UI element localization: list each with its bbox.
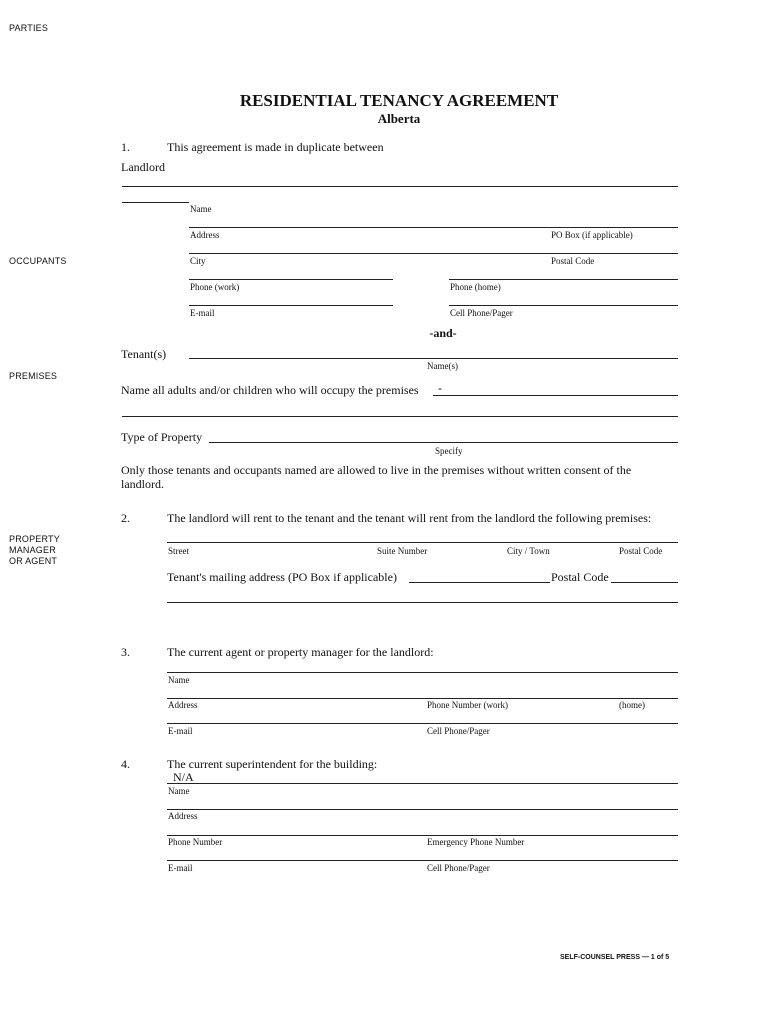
superintendent-address-label: Address: [168, 811, 198, 821]
landlord-label: Landlord: [121, 160, 165, 174]
superintendent-phone-line[interactable]: [167, 835, 678, 836]
landlord-line-short[interactable]: [122, 202, 189, 203]
occupancy-notice: Only those tenants and occupants named are allowed to live in the premises without written consent of the landlord.: [121, 463, 632, 491]
occupants-value[interactable]: -: [438, 381, 442, 395]
superintendent-email-line[interactable]: [167, 860, 678, 861]
landlord-city-label: City: [190, 256, 206, 266]
superintendent-emergency-label: Emergency Phone Number: [427, 837, 525, 847]
mailing-address-label: Tenant's mailing address (PO Box if applicable): [167, 570, 397, 584]
page-subtitle: Alberta: [377, 111, 421, 126]
superintendent-name-label: Name: [168, 786, 190, 796]
superintendent-name-line[interactable]: [167, 783, 678, 784]
section-1-text: This agreement is made in duplicate between: [167, 140, 384, 154]
agent-email-line[interactable]: [167, 723, 678, 724]
occupants-text: Name all adults and/or children who will occupy the premises: [121, 383, 419, 397]
landlord-city-line[interactable]: [189, 253, 678, 254]
mailing-postal-line[interactable]: [611, 582, 678, 583]
mailing-address-line[interactable]: [409, 582, 550, 583]
property-type-specify: Specify: [435, 446, 463, 456]
landlord-address-label: Address: [190, 230, 220, 240]
agent-name-line[interactable]: [167, 672, 678, 673]
superintendent-name-value[interactable]: N/A: [173, 770, 194, 784]
margin-label-occupants: OCCUPANTS: [9, 256, 67, 266]
agent-phone-work-label: Phone Number (work): [427, 700, 508, 710]
margin-label-line: PROPERTY: [9, 534, 60, 544]
agent-address-line[interactable]: [167, 698, 678, 699]
section-3-text: The current agent or property manager for the landlord:: [167, 645, 434, 659]
and-separator: -and-: [429, 326, 457, 340]
margin-label-property-manager: [9, 534, 60, 567]
landlord-postal-code-label: Postal Code: [551, 256, 595, 266]
occupants-line[interactable]: [433, 395, 678, 396]
landlord-line[interactable]: [122, 186, 678, 187]
agent-name-label: Name: [168, 675, 190, 685]
superintendent-email-label: E-mail: [168, 863, 193, 873]
landlord-email-line[interactable]: [189, 305, 393, 306]
landlord-phone-home-label: Phone (home): [450, 282, 501, 292]
tenants-line[interactable]: [189, 358, 678, 359]
margin-label-premises: PREMISES: [9, 371, 58, 381]
landlord-address-line[interactable]: [189, 227, 678, 228]
tenants-names-label: Name(s): [427, 361, 458, 371]
margin-label-parties: PARTIES: [9, 23, 49, 33]
agent-cell-label: Cell Phone/Pager: [427, 726, 490, 736]
section-4-number: 4.: [121, 757, 130, 771]
premises-suite-label: Suite Number: [377, 546, 428, 556]
landlord-phone-work-line[interactable]: [189, 279, 393, 280]
landlord-name-label: Name: [190, 204, 212, 214]
premises-city-label: City / Town: [507, 546, 550, 556]
superintendent-cell-label: Cell Phone/Pager: [427, 863, 490, 873]
superintendent-address-line[interactable]: [167, 809, 678, 810]
landlord-cell-label: Cell Phone/Pager: [450, 308, 513, 318]
premises-postal-label: Postal Code: [619, 546, 663, 556]
section-4-text: The current superintendent for the building:: [167, 757, 378, 771]
landlord-email-label: E-mail: [190, 308, 215, 318]
section-1-number: 1.: [121, 140, 130, 154]
premises-line[interactable]: [167, 542, 678, 543]
margin-label-line: OR AGENT: [9, 556, 58, 566]
agent-phone-home-label: (home): [619, 700, 645, 710]
mailing-postal-label: Postal Code: [551, 570, 609, 584]
landlord-po-box-label: PO Box (if applicable): [551, 230, 633, 240]
section-2-number: 2.: [121, 511, 130, 525]
section-3-number: 3.: [121, 645, 130, 659]
page-title: RESIDENTIAL TENANCY AGREEMENT: [239, 91, 559, 110]
landlord-phone-home-line[interactable]: [449, 279, 678, 280]
superintendent-phone-label: Phone Number: [168, 837, 223, 847]
agent-address-label: Address: [168, 700, 198, 710]
occupants-line-2[interactable]: [122, 416, 678, 417]
landlord-phone-work-label: Phone (work): [190, 282, 240, 292]
agent-email-label: E-mail: [168, 726, 193, 736]
mailing-address-line-2[interactable]: [167, 602, 678, 603]
landlord-cell-line[interactable]: [449, 305, 678, 306]
premises-street-label: Street: [168, 546, 189, 556]
property-type-label: Type of Property: [121, 430, 203, 444]
section-2-text: The landlord will rent to the tenant and the tenant will rent from the landlord the following premises:: [167, 511, 652, 525]
margin-label-line: MANAGER: [9, 545, 56, 555]
property-type-line[interactable]: [209, 442, 678, 443]
tenants-label: Tenant(s): [121, 347, 167, 361]
page-footer: SELF-COUNSEL PRESS — 1 of 5: [560, 954, 670, 961]
